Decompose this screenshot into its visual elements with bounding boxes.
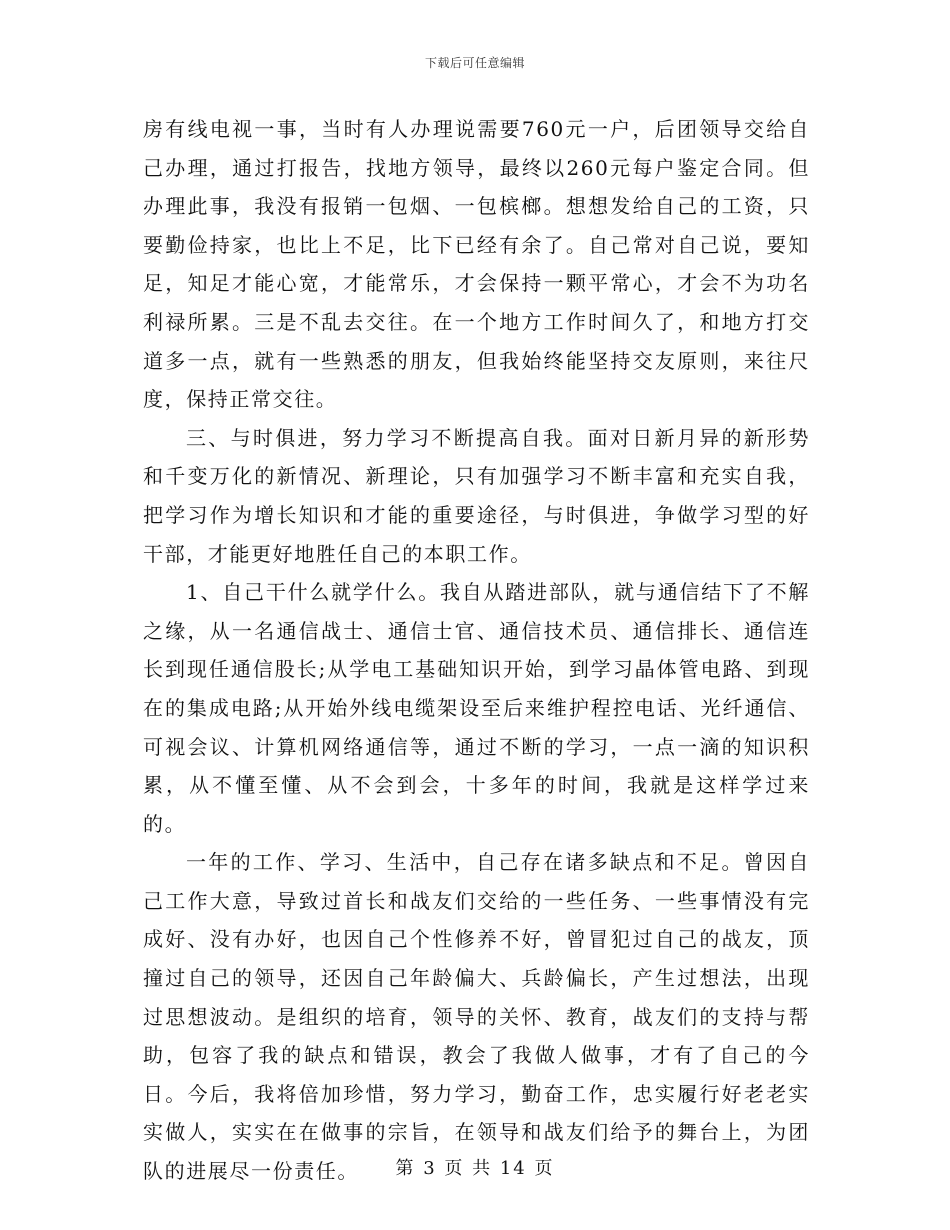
document-body	[143, 110, 810, 1191]
page-header: 下载后可任意编辑	[424, 56, 525, 70]
page-footer: 第 3 页 共 14 页	[395, 1158, 555, 1179]
paragraph-1: 房有线电视一事，当时有人办理说需要760元一户，后团领导交给自己办理，通过打报告，找地方领导，最终以260元每户鉴定合同。但办理此事，我没有报销一包烟、一包槟榔。想想发给自己的工资，只要勤俭持家，也比上不足，比下已经有余了。自己常对自己说，要知足，知足才能心宽，才能常乐，才会保持一颗平常心，才会不为功名利禄所累。三是不乱去交往。在一个地方工作时间久了，和地方打交道多一点，就有一些熟悉的朋友，但我始终能坚持交友原则，来往尺度，保持正常交往。	[143, 117, 810, 412]
paragraph-2: 三、与时俱进，努力学习不断提高自我。面对日新月异的新形势和千变万化的新情况、新理论，只有加强学习不断丰富和充实自我，把学习作为增长知识和才能的重要途径，与时俱进，争做学习型的好干部，才能更好地胜任自己的本职工作。	[143, 425, 810, 566]
paragraph-4: 一年的工作、学习、生活中，自己存在诸多缺点和不足。曾因自己工作大意，导致过首长和战友们交给的一些任务、一些事情没有完成好、没有办好，也因自己个性修养不好，曾冒犯过自己的战友，顶撞过自己的领导，还因自己年龄偏大、兵龄偏长，产生过想法，出现过思想波动。是组织的培育，领导的关怀、教育，战友们的支持与帮助，包容了我的缺点和错误，教会了我做人做事，才有了自己的今日。今后，我将倍加珍惜，努力学习，勤奋工作，忠实履行好老老实实做人，实实在在做事的宗旨，在领导和战友们给予的舞台上，为团队的进展尽一份责任。	[143, 850, 810, 1184]
paragraph-3: 1、自己干什么就学什么。我自从踏进部队，就与通信结下了不解之缘，从一名通信战士、通信士官、通信技术员、通信排长、通信连长到现任通信股长;从学电工基础知识开始，到学习晶体管电路、到现在的集成电路;从开始外线电缆架设至后来维护程控电话、光纤通信、可视会议、计算机网络通信等，通过不断的学习，一点一滴的知识积累，从不懂至懂、从不会到会，十多年的时间，我就是这样学过来的。	[143, 580, 810, 836]
